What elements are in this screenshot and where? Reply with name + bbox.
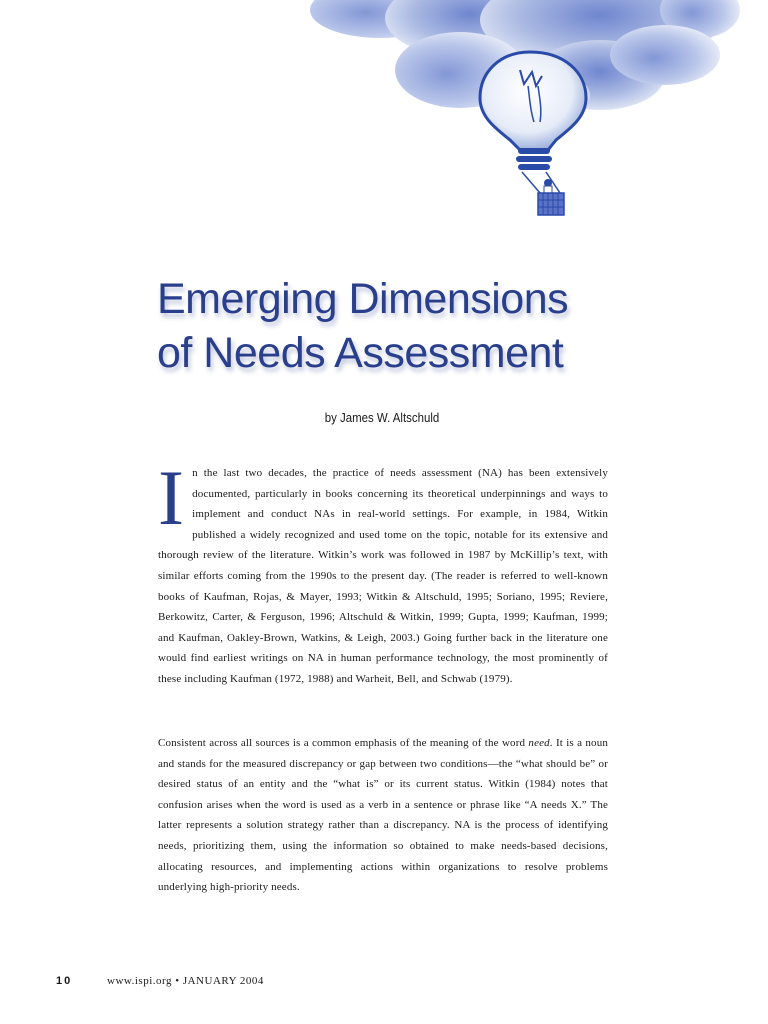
paragraph-1-text: n the last two decades, the practice of needs assessment (NA) has been extensively documented, particularly in books concerning its theoretical underpinnings and ways to implement and conduct NAs in real-world settings. For example, in 1984, Witkin published a widely recognized and used tome on the topic, notable for its extensive and thorough review of the literature. Witkin’s work was followed in 1987 by McKillip’s text, with similar efforts coming from the 1990s to the present day. (The reader is referred to well-known books of Kaufman, Rojas, & Mayer, 1993; Witkin & Altschuld, 1995; Soriano, 1995; Reviere, Berkowitz, Carter, & Ferguson, 1996; Altschuld & Witkin, 1999; Gupta, 1999; Kaufman, 1999; and Kaufman, Oakley-Brown, Watkins, & Leigh, 2003.) Going further back in the literature one would find earliest writings on NA in human performance technology, the most prominently of these including Kaufman (1972, 1988) and Warheit, Bell, and Schwab (1979). <box>158 467 608 685</box>
article-title-line-2: of Needs Assessment <box>157 329 564 377</box>
paragraph-2-text-start: Consistent across all sources is a common emphasis of the meaning of the word <box>158 737 529 749</box>
body-paragraph-1 <box>158 454 608 690</box>
page-footer <box>56 975 264 987</box>
drop-cap: I <box>158 454 185 541</box>
emphasized-word: need <box>528 737 550 749</box>
lightbulb-hot-air-balloon-icon <box>480 52 586 215</box>
page-number: 10 <box>56 975 73 987</box>
paragraph-2-text-end: . It is a noun and stands for the measured discrepancy or gap between two conditions—the “what should be” or desired status of an entity and the “what is” or its current status. Witkin (1984) notes that confusion arises when the word is used as a verb in a sentence or phrase like “A needs X.” The latter represents a solution strategy rather than a discrepancy. NA is the process of identifying needs, prioritizing them, using the information so obtained to make needs-based decisions, allocating resources, and implementing actions within organizations to resolve problems underlying high-priority needs. <box>158 737 608 894</box>
header-illustration <box>0 0 768 230</box>
author-byline: by James W. Altschuld <box>324 410 440 425</box>
footer-url-date: www.ispi.org • JANUARY 2004 <box>107 975 264 987</box>
article-title <box>157 272 697 380</box>
article-title-line-1: Emerging Dimensions <box>157 275 569 323</box>
body-paragraph-2 <box>158 733 608 898</box>
